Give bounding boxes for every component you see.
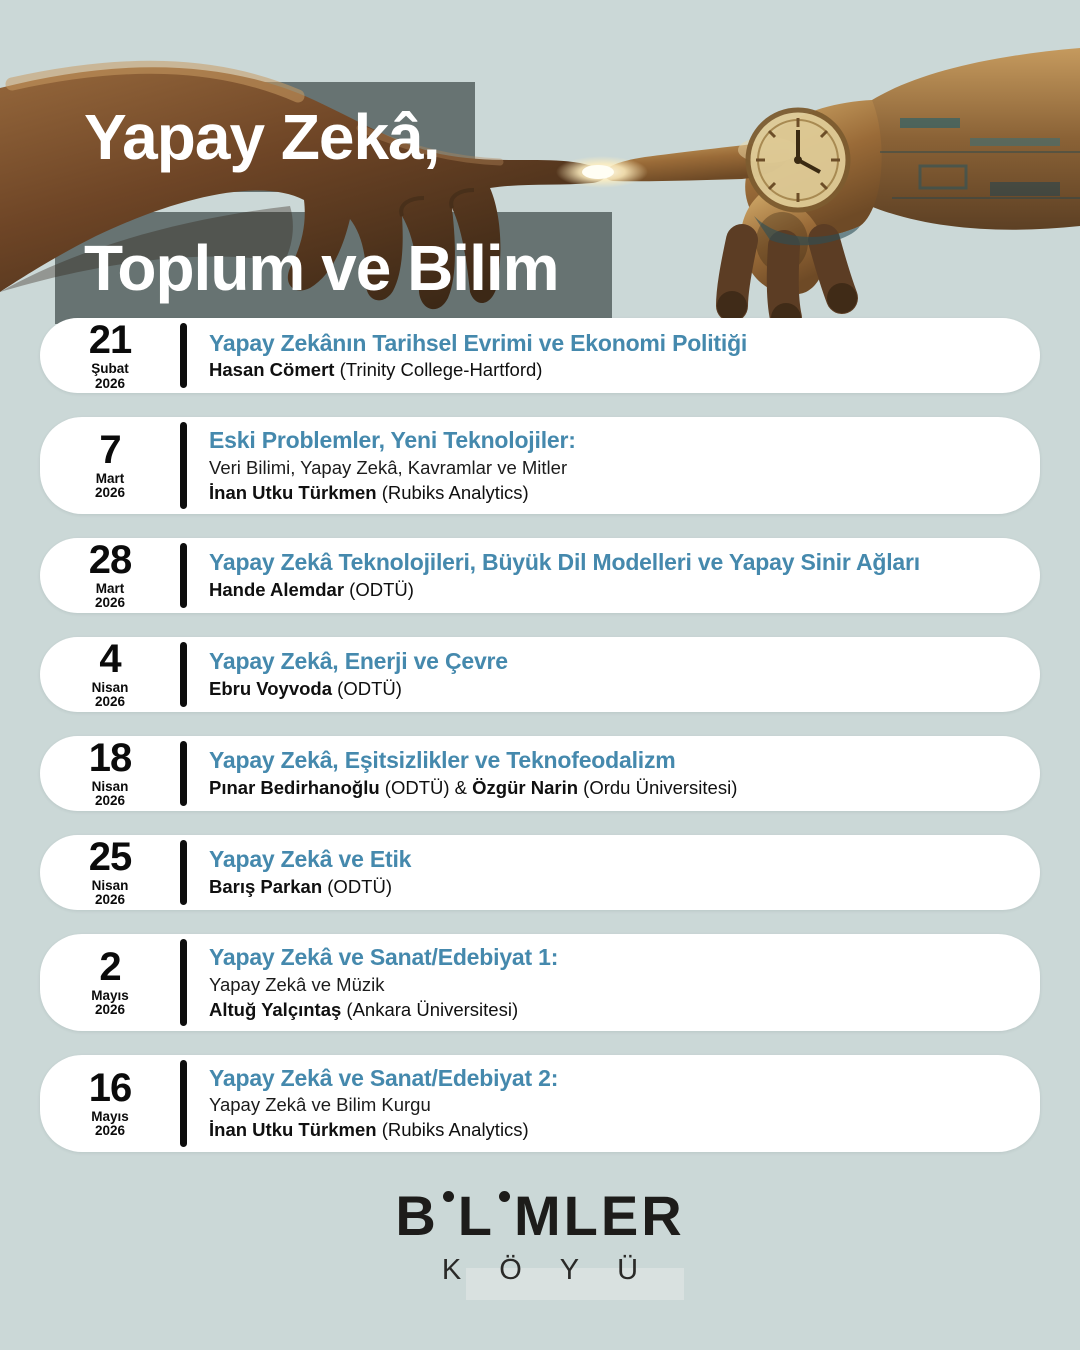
event-title: Yapay Zekânın Tarihsel Evrimi ve Ekonomi Politiği xyxy=(209,329,748,356)
event-year: 2026 xyxy=(94,892,126,908)
event-day: 28 xyxy=(88,537,132,582)
dotted-i-glyph xyxy=(443,1191,454,1202)
logo-subtitle: KÖYÜ xyxy=(441,1254,677,1286)
event-date xyxy=(40,427,180,501)
event-title: Yapay Zekâ, Enerji ve Çevre xyxy=(209,648,508,675)
date-divider-bar xyxy=(180,939,187,1026)
event-title: Yapay Zekâ, Eşitsizlikler ve Teknofeodalizm xyxy=(209,747,676,774)
logo-wordmark: B L MLER xyxy=(395,1184,685,1247)
event-speakers: Barış Parkan (ODTÜ) xyxy=(209,876,392,898)
date-divider-bar xyxy=(180,741,187,806)
event-card xyxy=(40,736,1040,811)
event-subtitle: Yapay Zekâ ve Bilim Kurgu xyxy=(209,1094,431,1116)
event-content xyxy=(187,539,920,611)
event-month: Mayıs xyxy=(91,1108,129,1124)
event-card xyxy=(40,1055,1040,1152)
event-content xyxy=(187,417,576,514)
event-date xyxy=(40,944,180,1018)
event-year: 2026 xyxy=(94,485,126,501)
event-speakers: Pınar Bedirhanoğlu (ODTÜ) & Özgür Narin (Ordu Üniversitesi) xyxy=(209,777,738,799)
event-speakers: Hande Alemdar (ODTÜ) xyxy=(209,579,414,601)
event-content xyxy=(187,1055,558,1152)
event-year: 2026 xyxy=(94,1002,126,1018)
event-speakers: Altuğ Yalçıntaş (Ankara Üniversitesi) xyxy=(209,998,519,1020)
event-title: Yapay Zekâ Teknolojileri, Büyük Dil Modelleri ve Yapay Sinir Ağları xyxy=(209,549,920,576)
events-list xyxy=(40,318,1040,1152)
footer-logo xyxy=(0,1184,1080,1286)
event-year: 2026 xyxy=(94,694,126,710)
event-speakers: İnan Utku Türkmen (Rubiks Analytics) xyxy=(209,481,529,503)
event-day: 25 xyxy=(88,834,132,879)
event-date xyxy=(40,1065,180,1139)
event-day: 18 xyxy=(88,735,132,780)
event-speakers: Hasan Cömert (Trinity College-Hartford) xyxy=(209,359,543,381)
event-title: Eski Problemler, Yeni Teknolojiler: xyxy=(209,427,576,453)
event-day: 4 xyxy=(99,636,121,681)
event-card xyxy=(40,318,1040,393)
event-subtitle: Yapay Zekâ ve Müzik xyxy=(209,973,385,995)
event-content xyxy=(187,638,508,710)
event-speakers: Ebru Voyvoda (ODTÜ) xyxy=(209,678,402,700)
dotted-i-glyph xyxy=(499,1191,510,1202)
date-divider-bar xyxy=(180,1060,187,1147)
event-content xyxy=(187,320,747,392)
event-month: Şubat xyxy=(91,360,129,376)
event-date xyxy=(40,537,180,611)
event-day: 21 xyxy=(88,317,132,362)
event-date xyxy=(40,636,180,710)
event-year: 2026 xyxy=(94,375,126,391)
event-month: Nisan xyxy=(91,679,129,695)
event-content xyxy=(187,836,411,908)
date-divider-bar xyxy=(180,323,187,388)
date-divider-bar xyxy=(180,422,187,509)
event-year: 2026 xyxy=(94,1123,126,1139)
event-title: Yapay Zekâ ve Sanat/Edebiyat 1: xyxy=(209,943,559,970)
event-month: Nisan xyxy=(91,877,129,893)
event-month: Mart xyxy=(95,470,125,486)
event-month: Mart xyxy=(95,580,125,596)
event-year: 2026 xyxy=(94,595,126,611)
event-day: 2 xyxy=(99,944,121,989)
event-date xyxy=(40,834,180,908)
event-subtitle: Veri Bilimi, Yapay Zekâ, Kavramlar ve Mitler xyxy=(209,456,568,478)
date-divider-bar xyxy=(180,543,187,608)
event-card xyxy=(40,538,1040,613)
event-content xyxy=(187,934,558,1031)
event-title: Yapay Zekâ ve Sanat/Edebiyat 2: xyxy=(209,1064,559,1091)
event-date xyxy=(40,735,180,809)
poster-title-line1: Yapay Zekâ, xyxy=(84,101,440,173)
touch-glow xyxy=(556,156,648,188)
event-day: 16 xyxy=(88,1065,132,1110)
event-title: Yapay Zekâ ve Etik xyxy=(209,846,412,873)
date-divider-bar xyxy=(180,642,187,707)
event-card xyxy=(40,637,1040,712)
clock-icon xyxy=(748,110,848,210)
event-content xyxy=(187,737,737,809)
event-card xyxy=(40,835,1040,910)
poster-title-line2: Toplum ve Bilim xyxy=(84,232,559,304)
event-date xyxy=(40,317,180,391)
event-speakers: İnan Utku Türkmen (Rubiks Analytics) xyxy=(209,1119,529,1141)
hero-artwork xyxy=(0,0,1080,345)
event-card xyxy=(40,417,1040,514)
event-day: 7 xyxy=(99,427,121,472)
event-year: 2026 xyxy=(94,793,126,809)
event-month: Nisan xyxy=(91,778,129,794)
event-month: Mayıs xyxy=(91,987,129,1003)
event-card xyxy=(40,934,1040,1031)
robot-hand-illustration xyxy=(605,48,1080,333)
date-divider-bar xyxy=(180,840,187,905)
